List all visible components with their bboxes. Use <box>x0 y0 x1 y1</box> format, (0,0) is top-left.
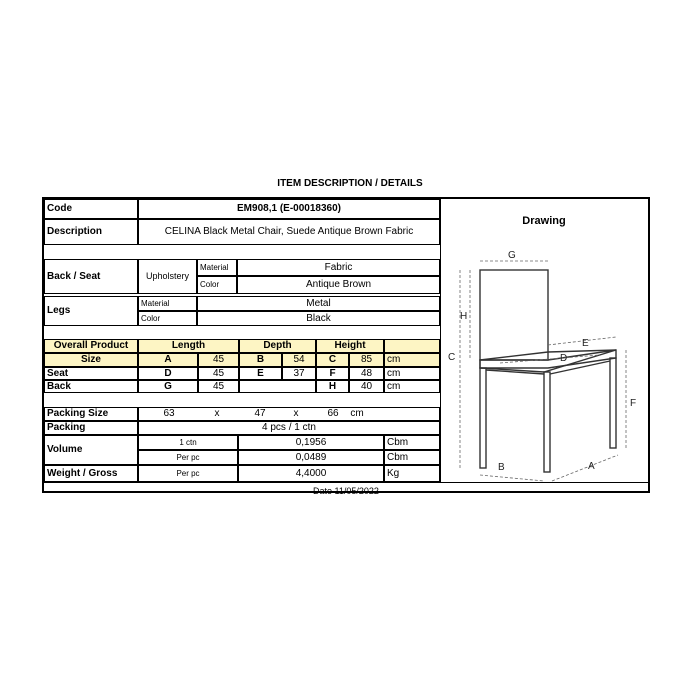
label-e: E <box>582 338 589 349</box>
weight-unit: Kg <box>384 465 440 482</box>
seat-unit: cm <box>384 367 440 380</box>
volume-label: Volume <box>44 435 138 465</box>
label-b: B <box>498 462 505 473</box>
chair-drawing <box>440 243 648 483</box>
height-header: Height <box>316 339 384 353</box>
seat-f-val: 48 <box>349 367 384 380</box>
upholstery-label: Upholstery <box>138 259 197 294</box>
overall-size-label-1: Overall Product <box>44 339 138 353</box>
packing-size-a: 63 <box>163 408 175 419</box>
back-seat-color-value: Antique Brown <box>237 276 440 294</box>
back-g-val: 45 <box>198 380 239 393</box>
seat-e-key: E <box>239 367 282 380</box>
weight-per-label: Per pc <box>138 465 238 482</box>
packing-size-x2: x <box>293 408 299 419</box>
packing-value: 4 pcs / 1 ctn <box>138 421 440 435</box>
overall-b-key: B <box>239 353 282 367</box>
document-title: ITEM DESCRIPTION / DETAILS <box>277 178 423 189</box>
back-h-key: H <box>316 380 349 393</box>
volume-pc-value: 0,0489 <box>238 450 384 465</box>
drawing-title: Drawing <box>522 215 566 227</box>
overall-b-val: 54 <box>282 353 316 367</box>
seat-d-val: 45 <box>198 367 239 380</box>
overall-a-val: 45 <box>198 353 239 367</box>
volume-pc-label: Per pc <box>138 450 238 465</box>
back-depth-blank <box>239 380 316 393</box>
chair-backrest <box>480 270 548 360</box>
legs-material-value: Metal <box>197 296 440 311</box>
chair-leg-front-left <box>544 372 550 472</box>
weight-label: Weight / Gross <box>44 465 138 482</box>
overall-c-key: C <box>316 353 349 367</box>
label-f: F <box>630 398 637 409</box>
weight-value: 4,4000 <box>238 465 384 482</box>
packing-size-label: Packing Size <box>44 407 138 421</box>
back-unit: cm <box>384 380 440 393</box>
seat-f-key: F <box>316 367 349 380</box>
seat-e-val: 37 <box>282 367 316 380</box>
overall-size-label-2: Size <box>44 353 138 367</box>
back-h-val: 40 <box>349 380 384 393</box>
description-label: Description <box>44 219 138 245</box>
label-g: G <box>508 250 516 261</box>
packing-size-unit: cm <box>350 408 364 419</box>
overall-a-key: A <box>138 353 198 367</box>
packing-size-x1: x <box>214 408 220 419</box>
label-a: A <box>588 461 595 472</box>
date-label: Date 11/05/2022 <box>313 486 379 496</box>
legs-color-value: Black <box>197 311 440 326</box>
overall-unit: cm <box>384 353 440 367</box>
legs-color-label: Color <box>138 311 197 326</box>
back-g-key: G <box>138 380 198 393</box>
volume-ctn-label: 1 ctn <box>138 435 238 450</box>
back-seat-material-value: Fabric <box>237 259 440 276</box>
packing-label: Packing <box>44 421 138 435</box>
label-d: D <box>560 353 568 364</box>
legs-label: Legs <box>44 296 138 326</box>
packing-size-c: 66 <box>327 408 339 419</box>
description-value: CELINA Black Metal Chair, Suede Antique Brown Fabric <box>138 219 440 245</box>
back-seat-material-label: Material <box>197 259 237 276</box>
overall-c-val: 85 <box>349 353 384 367</box>
back-label: Back <box>44 380 138 393</box>
seat-d-key: D <box>138 367 198 380</box>
back-seat-color-label: Color <box>197 276 237 294</box>
length-header: Length <box>138 339 239 353</box>
chair-leg-back-left <box>480 368 486 468</box>
dim-b-line <box>480 475 544 481</box>
seat-label: Seat <box>44 367 138 380</box>
header-blank <box>384 339 440 353</box>
depth-header: Depth <box>239 339 316 353</box>
chair-leg-front-right <box>610 358 616 448</box>
volume-ctn-unit: Cbm <box>384 435 440 450</box>
legs-material-label: Material <box>138 296 197 311</box>
code-label: Code <box>44 199 138 219</box>
back-seat-label: Back / Seat <box>44 259 138 294</box>
packing-size-b: 47 <box>254 408 266 419</box>
volume-ctn-value: 0,1956 <box>238 435 384 450</box>
label-c: C <box>448 352 456 363</box>
dim-a-line <box>552 455 618 481</box>
label-h: H <box>460 311 468 322</box>
code-value: EM908,1 (E-00018360) <box>138 199 440 219</box>
volume-pc-unit: Cbm <box>384 450 440 465</box>
